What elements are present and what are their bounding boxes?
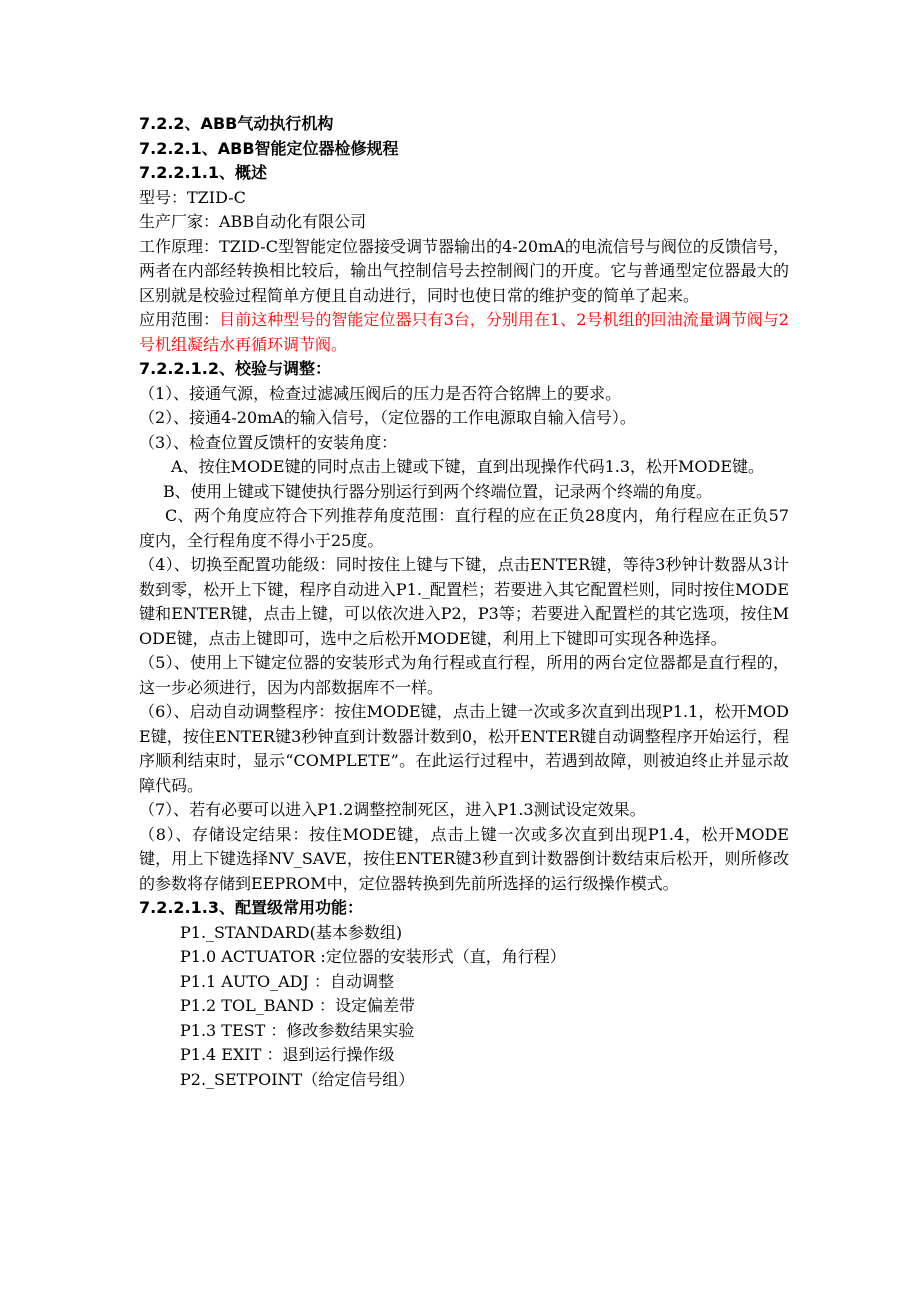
config-item-p1-1: P1.1 AUTO_ADJ ：自动调整 — [180, 971, 395, 991]
calibration-step-5: （5）、使用上下键定位器的安装形式为角行程或直行程，所用的两台定位器都是直行程的，这一步必须进行，因为内部数据库不一样。 — [139, 653, 789, 697]
model-line: 型号：TZID-C — [139, 187, 246, 207]
calibration-step-2: （2）、接通4-20mA的输入信号，（定位器的工作电源取自输入信号）。 — [139, 408, 636, 427]
scope-paragraph — [139, 308, 789, 357]
calibration-step-3a: A、按住MODE键的同时点击上键或下键，直到出现操作代码1.3，松开MODE键。 — [171, 457, 765, 476]
calibration-step-1: （1）、接通气源，检查过滤减压阀后的压力是否符合铭牌上的要求。 — [139, 383, 622, 403]
document-page — [139, 112, 789, 1092]
calibration-step-3c: C、两个角度应符合下列推荐角度范围：直行程的应在正负28度内，角行程应在正负57度内，全行程角度不得小于25度。 — [139, 506, 789, 550]
calibration-step-3: （3）、检查位置反馈杆的安装角度： — [139, 432, 398, 452]
config-item-p1-standard: P1._STANDARD(基本参数组) — [180, 922, 403, 942]
scope-text: 目前这种型号的智能定位器只有3台，分别用在1、2号机组的回油流量调节阀与2号机组凝结水再循环调节阀。 — [139, 310, 789, 354]
config-item-p1-2: P1.2 TOL_BAND ：设定偏差带 — [180, 996, 415, 1015]
principle-paragraph: 工作原理：TZID-C型智能定位器接受调节器输出的4-20mA的电流信号与阀位的反馈信号，两者在内部经转换相比较后，输出气控制信号去控制阀门的开度。它与普通型定位器最大的区别就是校验过程简单方便且自动进行，同时也使日常的维护变的简单了起来。 — [139, 236, 789, 305]
calibration-step-8: （8）、存储设定结果：按住MODE键，点击上键一次或多次直到出现P1.4，松开MODE键，用上下键选择NV_SAVE，按住ENTER键3秒直到计数器倒计数结束后松开，则所修改的参数将存储到EEPROM中，定位器转换到先前所选择的运行级操作模式。 — [139, 824, 789, 893]
config-item-p1-0: P1.0 ACTUATOR :定位器的安装形式（直，角行程） — [180, 947, 566, 966]
heading-config-functions: 7.2.2.1.3、配置级常用功能： — [139, 898, 363, 917]
calibration-step-7: （7）、若有必要可以进入P1.2调整控制死区，进入P1.3测试设定效果。 — [139, 800, 646, 819]
heading-abb-actuator: 7.2.2、ABB气动执行机构 — [139, 114, 334, 133]
heading-calibration: 7.2.2.1.2、校验与调整： — [139, 359, 331, 378]
config-item-p1-3: P1.3 TEST ：修改参数结果实验 — [180, 1020, 415, 1040]
config-item-p2-setpoint: P2._SETPOINT（给定信号组） — [180, 1069, 415, 1089]
calibration-step-3b: B、使用上键或下键使执行器分别运行到两个终端位置，记录两个终端的角度。 — [163, 481, 712, 501]
calibration-step-4: （4）、切换至配置功能级：同时按住上键与下键，点击ENTER键，等待3秒钟计数器从3计数到零，松开上下键，程序自动进入P1._配置栏；若要进入其它配置栏则，同时按住MODE键和ENTER键，点击上键，可以依次进入P2，P3等；若要进入配置栏的其它选项，按住MODE键，点击上键即可，选中之后松开MODE键，利用上下键即可实现各种选择。 — [139, 555, 789, 648]
heading-overview: 7.2.2.1.1、概述 — [139, 163, 267, 182]
heading-positioner-procedure: 7.2.2.1、ABB智能定位器检修规程 — [139, 138, 399, 158]
calibration-step-6: （6）、启动自动调整程序：按住MODE键，点击上键一次或多次直到出现P1.1，松开MODE键，按住ENTER键3秒钟直到计数器计数到0，松开ENTER键自动调整程序开始运行，程序顺利结束时，显示“COMPLETE”。在此运行过程中，若遇到故障，则被迫终止并显示故障代码。 — [139, 702, 789, 795]
manufacturer-line: 生产厂家：ABB自动化有限公司 — [139, 212, 367, 231]
scope-label: 应用范围： — [139, 310, 220, 329]
config-item-p1-4: P1.4 EXIT ：退到运行操作级 — [180, 1045, 395, 1064]
